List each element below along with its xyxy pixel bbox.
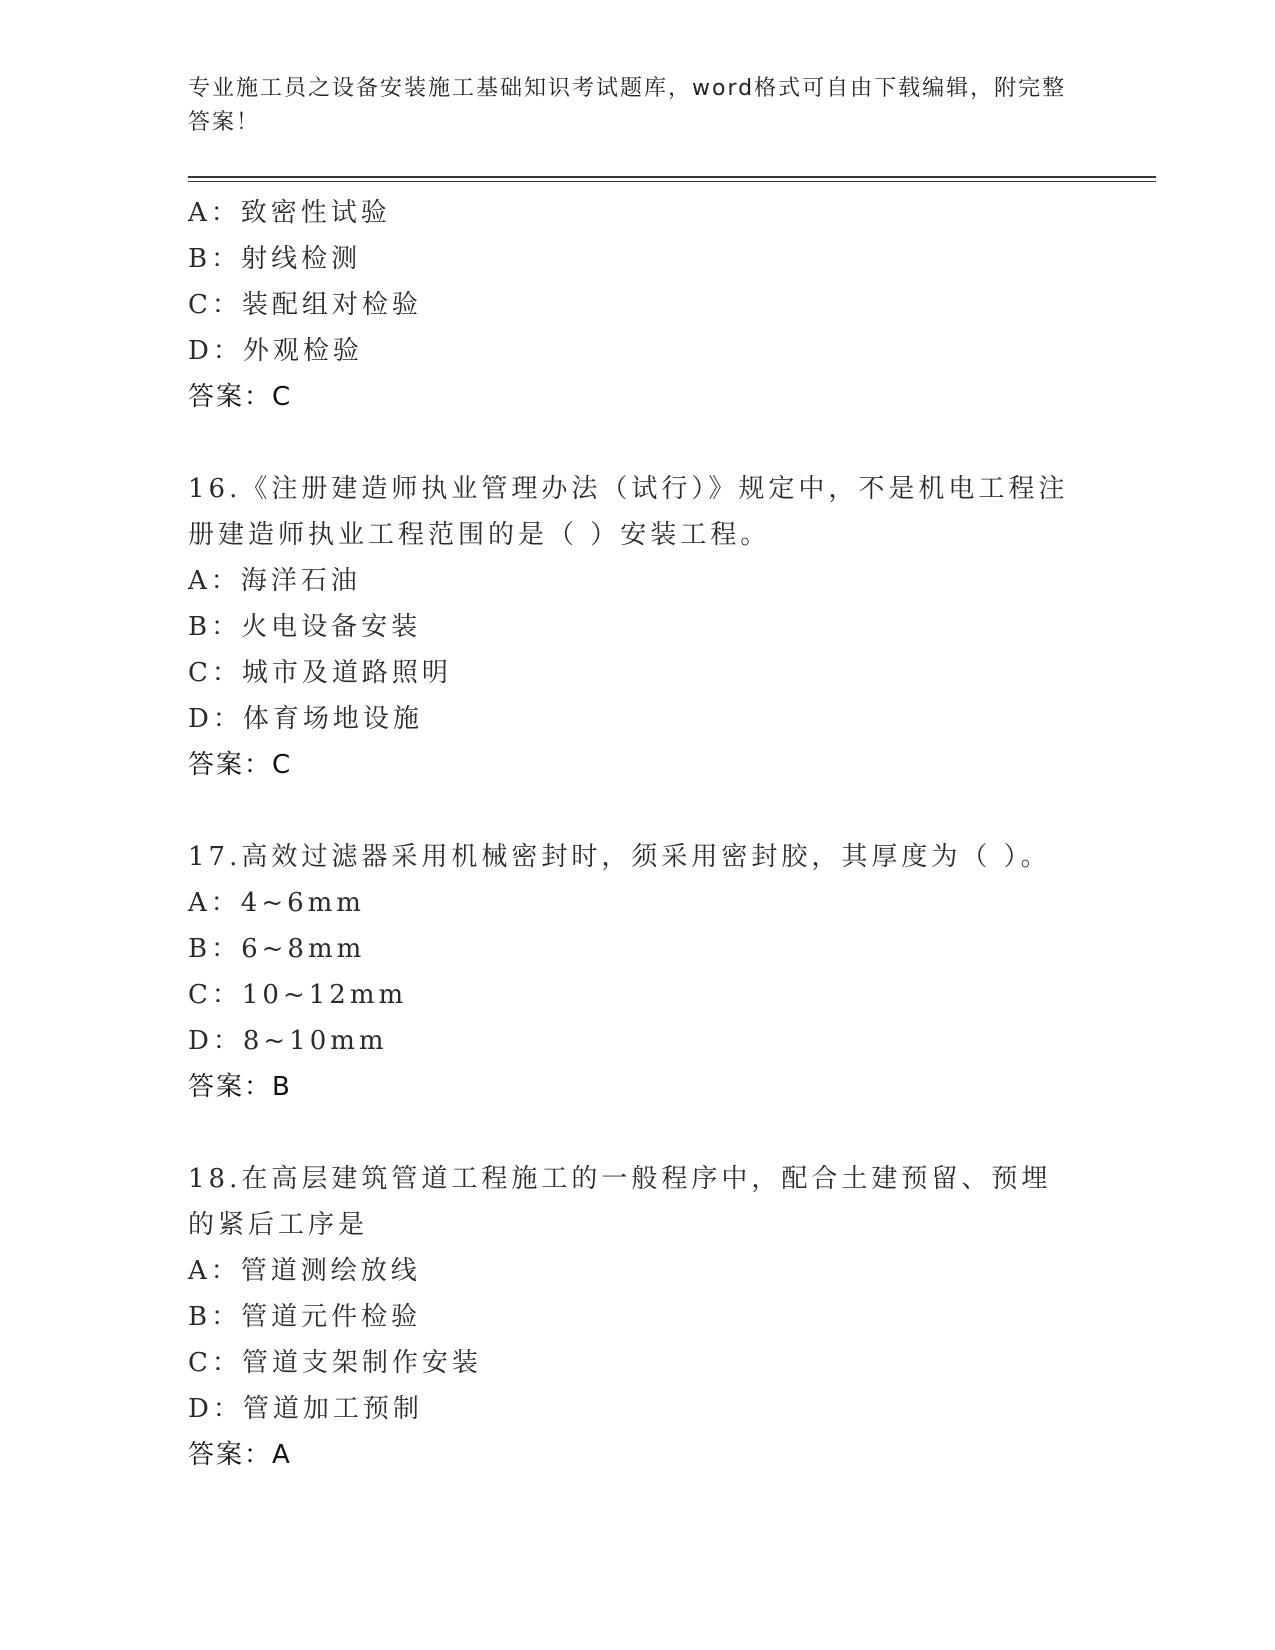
- answer: 答案：B: [188, 1072, 292, 1102]
- option-b: B：射线检测: [188, 244, 362, 274]
- question-stem: 18.在高层建筑管道工程施工的一般程序中，配合土建预留、预埋的紧后工序是: [188, 1164, 1052, 1240]
- header-divider-top: [188, 176, 1156, 178]
- option-c: C：城市及道路照明: [188, 658, 452, 688]
- question-16: [188, 466, 1088, 788]
- option-d: D：8~10mm: [188, 1026, 388, 1056]
- option-b: B：6~8mm: [188, 934, 366, 964]
- option-d: D：体育场地设施: [188, 704, 423, 734]
- answer: 答案：A: [188, 1440, 292, 1470]
- option-c: C：管道支架制作安装: [188, 1348, 482, 1378]
- header-divider-bottom: [188, 181, 1156, 182]
- option-a: A：致密性试验: [188, 198, 391, 228]
- question-list: [188, 190, 1088, 1478]
- question-stem: 17.高效过滤器采用机械密封时，须采用密封胶，其厚度为（ ）。: [188, 842, 1051, 872]
- question-17: [188, 834, 1088, 1110]
- option-b: B：火电设备安装: [188, 612, 422, 642]
- option-a: A：4~6mm: [188, 888, 365, 918]
- option-c: C：10~12mm: [188, 980, 408, 1010]
- option-b: B：管道元件检验: [188, 1302, 422, 1332]
- question-stem: 16.《注册建造师执业管理办法（试行）》规定中，不是机电工程注册建造师执业工程范围的是（ ）安装工程。: [188, 474, 1069, 550]
- question-15: [188, 190, 1088, 420]
- answer: 答案：C: [188, 750, 293, 780]
- question-18: [188, 1156, 1088, 1478]
- answer: 答案：C: [188, 382, 293, 412]
- option-d: D：外观检验: [188, 336, 363, 366]
- option-a: A：海洋石油: [188, 566, 361, 596]
- option-c: C：装配组对检验: [188, 290, 422, 320]
- option-d: D：管道加工预制: [188, 1394, 423, 1424]
- document-header: 专业施工员之设备安装施工基础知识考试题库，word格式可自由下载编辑，附完整答案！: [188, 76, 1067, 135]
- option-a: A：管道测绘放线: [188, 1256, 421, 1286]
